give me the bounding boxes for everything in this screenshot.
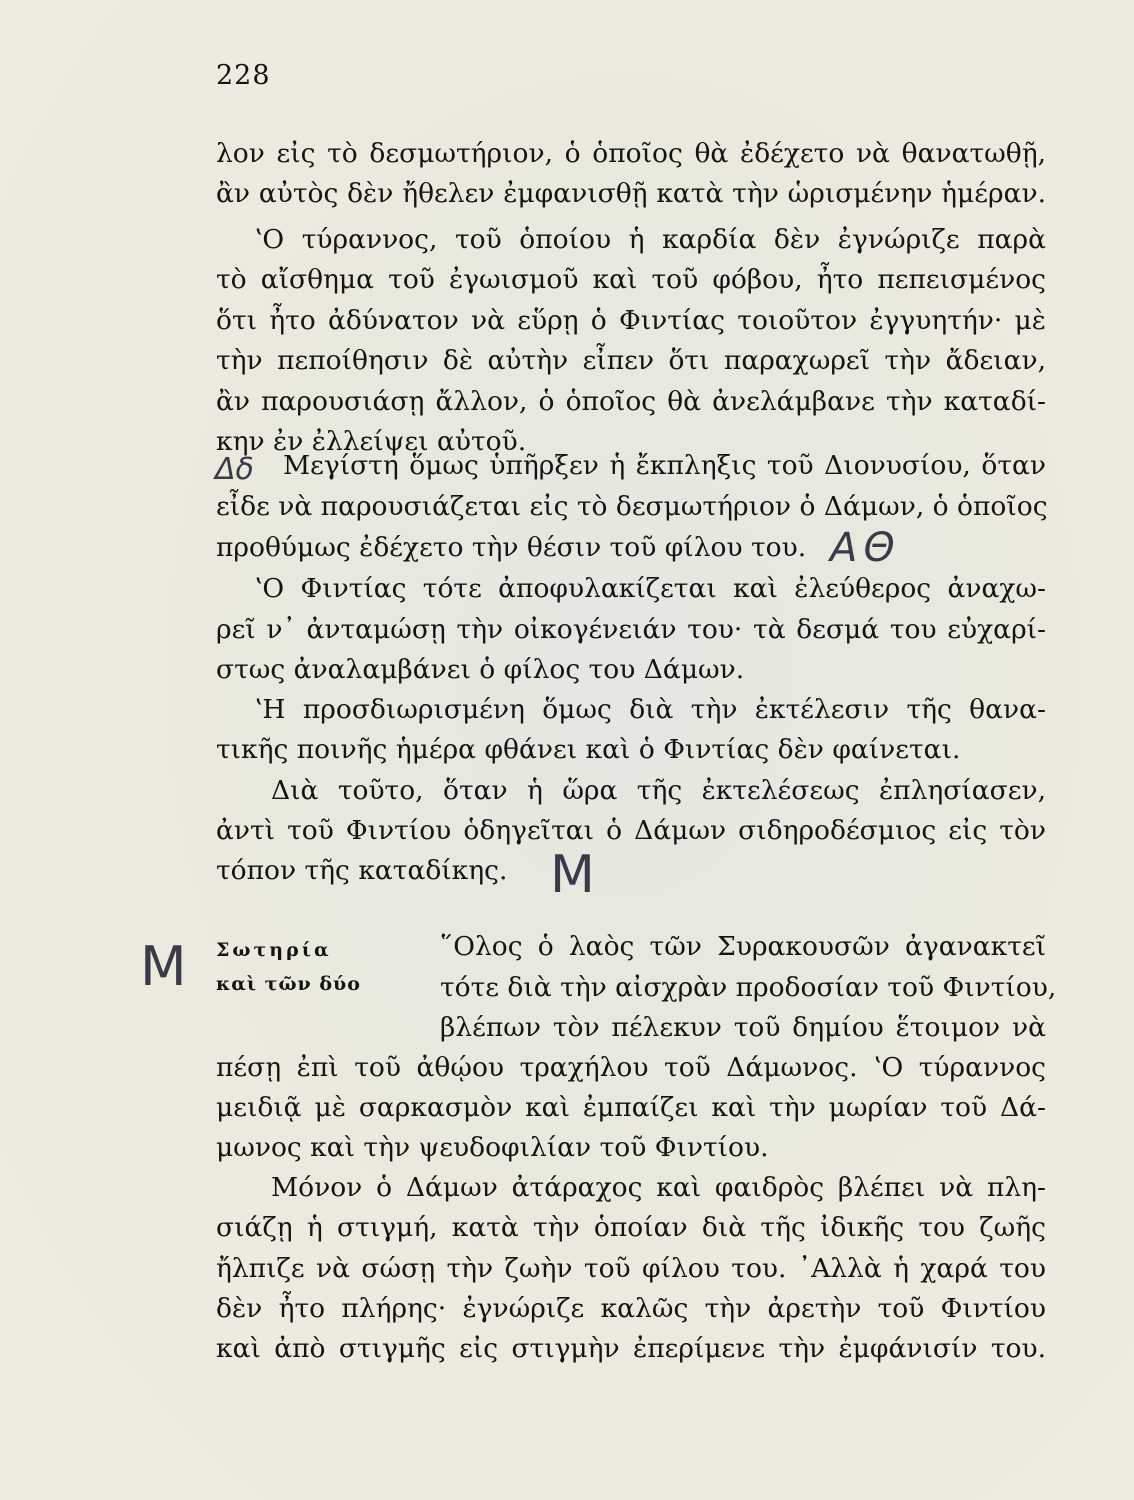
- text-line: μωνος καὶ τὴν ψευδοφιλίαν τοῦ Φιντίου.: [216, 1132, 769, 1163]
- text-line: πέσῃ ἐπὶ τοῦ ἀθῴου τραχήλου τοῦ Δάμωνος. ʽΟ τύραννος: [216, 1052, 1046, 1083]
- handwritten-note: ΑΘ: [830, 525, 901, 571]
- text-line: ἂν παρουσιάσῃ ἄλλον, ὁ ὁποῖος θὰ ἀνελάμβανε τὴν καταδί-: [216, 386, 1046, 417]
- handwritten-note: Μ: [550, 845, 595, 905]
- text-line: ʽΟ Φιντίας τότε ἀποφυλακίζεται καὶ ἐλεύθερος ἀναχω-: [254, 573, 1046, 604]
- text-line: προθύμως ἐδέχετο τὴν θέσιν τοῦ φίλου του.: [216, 532, 807, 563]
- text-line: τόπον τῆς καταδίκης.: [216, 855, 508, 886]
- text-line: ʽΟ τύραννος, τοῦ ὁποίου ἡ καρδία δὲν ἐγνώριζε παρὰ: [254, 224, 1046, 255]
- text-line: ἤλπιζε νὰ σώσῃ τὴν ζωὴν τοῦ φίλου του. ᾿Αλλὰ ἡ χαρά του: [216, 1253, 1046, 1284]
- text-line: βλέπων τὸν πέλεκυν τοῦ δημίου ἕτοιμον νὰ: [440, 1012, 1046, 1043]
- text-line: ἂν αὐτὸς δὲν ἤθελεν ἐμφανισθῇ κατὰ τὴν ὡρισμένην ἡμέραν.: [216, 178, 1046, 209]
- text-line: στως ἀναλαμβάνει ὁ φίλος του Δάμων.: [216, 654, 745, 685]
- text-line: τικῆς ποινῆς ἡμέρα φθάνει καὶ ὁ Φιντίας δὲν φαίνεται.: [216, 734, 961, 765]
- handwritten-note: Δδ: [215, 452, 254, 487]
- text-line: ʽΗ προσδιωρισμένη ὅμως διὰ τὴν ἐκτέλεσιν τῆς θανα-: [254, 694, 1046, 725]
- text-line: ῞Ολος ὁ λαὸς τῶν Συρακουσῶν ἀγανακτεῖ: [440, 931, 1046, 962]
- handwritten-note: Μ: [140, 935, 187, 998]
- margin-heading-line: καὶ τῶν δύο: [216, 973, 361, 995]
- margin-heading: [216, 933, 361, 1001]
- page-number: 228: [216, 60, 271, 91]
- text-line: Μόνον ὁ Δάμων ἀτάραχος καὶ φαιδρὸς βλέπει νὰ πλη-: [271, 1172, 1046, 1203]
- text-line: λον εἰς τὸ δεσμωτήριον, ὁ ὁποῖος θὰ ἐδέχετο νὰ θανατωθῇ,: [216, 138, 1046, 169]
- text-line: Μεγίστη ὅμως ὑπῆρξεν ἡ ἔκπληξις τοῦ Διονυσίου, ὅταν: [283, 450, 1046, 481]
- text-line: ρεῖ ν᾽ ἀνταμώσῃ τὴν οἰκογένειάν του· τὰ δεσμά του εὐχαρί-: [216, 614, 1046, 645]
- text-line: μειδιᾷ μὲ σαρκασμὸν καὶ ἐμπαίζει καὶ τὴν μωρίαν τοῦ Δά-: [216, 1092, 1046, 1123]
- margin-heading-line: Σωτηρία: [216, 939, 332, 961]
- text-line: τὸ αἴσθημα τοῦ ἐγωισμοῦ καὶ τοῦ φόβου, ἦτο πεπεισμένος: [216, 264, 1046, 295]
- text-line: ἀντὶ τοῦ Φιντίου ὁδηγεῖται ὁ Δάμων σιδηροδέσμιος εἰς τὸν: [216, 815, 1046, 846]
- text-line: Διὰ τοῦτο, ὅταν ἡ ὥρα τῆς ἐκτελέσεως ἐπλησίασεν,: [271, 775, 1046, 806]
- text-line: δὲν ἦτο πλήρης· ἐγνώριζε καλῶς τὴν ἀρετὴν τοῦ Φιντίου: [216, 1293, 1046, 1324]
- text-line: τότε διὰ τὴν αἰσχρὰν προδοσίαν τοῦ Φιντίου,: [440, 972, 1057, 1003]
- text-line: τὴν πεποίθησιν δὲ αὐτὴν εἶπεν ὅτι παραχωρεῖ τὴν ἄδειαν,: [216, 345, 1046, 376]
- text-line: καὶ ἀπὸ στιγμῆς εἰς στιγμὴν ἐπερίμενε τὴν ἐμφάνισίν του.: [216, 1333, 1046, 1364]
- text-line: κην ἐν ἐλλείψει αὐτοῦ.: [216, 426, 527, 457]
- text-line: σιάζῃ ἡ στιγμή, κατὰ τὴν ὁποίαν διὰ τῆς ἰδικῆς του ζωῆς: [216, 1212, 1046, 1243]
- text-line: εἶδε νὰ παρουσιάζεται εἰς τὸ δεσμωτήριον ὁ Δάμων, ὁ ὁποῖος: [216, 491, 1048, 522]
- text-line: ὅτι ἦτο ἀδύνατον νὰ εὕρῃ ὁ Φιντίας τοιοῦτον ἐγγυητήν· μὲ: [216, 305, 1046, 336]
